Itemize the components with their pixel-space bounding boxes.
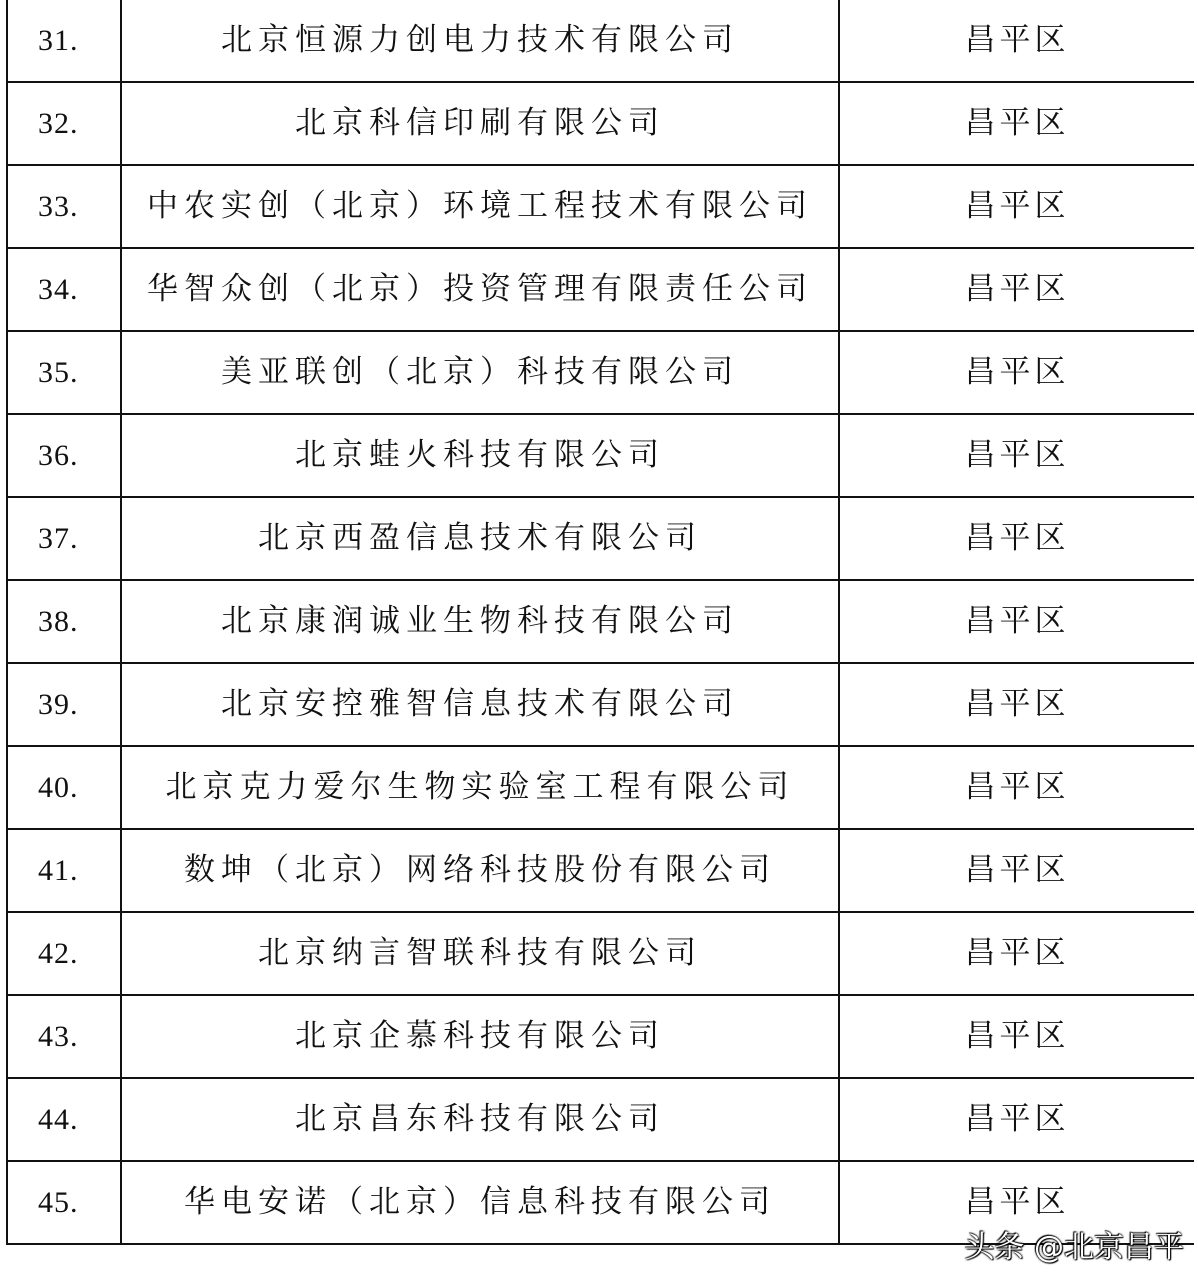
company-name: 美亚联创（北京）科技有限公司 [121, 331, 839, 414]
district: 昌平区 [839, 414, 1194, 497]
company-name: 北京西盈信息技术有限公司 [121, 497, 839, 580]
row-number: 45. [7, 1161, 121, 1244]
company-name: 北京蛙火科技有限公司 [121, 414, 839, 497]
company-list-table [6, 0, 1194, 1245]
row-number: 38. [7, 580, 121, 663]
table-row [7, 497, 1194, 580]
table-row [7, 912, 1194, 995]
company-name: 北京企慕科技有限公司 [121, 995, 839, 1078]
district: 昌平区 [839, 248, 1194, 331]
district: 昌平区 [839, 829, 1194, 912]
table-row [7, 248, 1194, 331]
row-number: 44. [7, 1078, 121, 1161]
row-number: 37. [7, 497, 121, 580]
company-name: 北京安控雅智信息技术有限公司 [121, 663, 839, 746]
row-number: 41. [7, 829, 121, 912]
table-row [7, 165, 1194, 248]
row-number: 33. [7, 165, 121, 248]
company-name: 北京康润诚业生物科技有限公司 [121, 580, 839, 663]
district: 昌平区 [839, 746, 1194, 829]
company-name: 北京恒源力创电力技术有限公司 [121, 0, 839, 82]
district: 昌平区 [839, 165, 1194, 248]
district: 昌平区 [839, 580, 1194, 663]
watermark: 头条 @北京昌平 [964, 1230, 1184, 1265]
table-body [7, 0, 1194, 1244]
company-name: 北京科信印刷有限公司 [121, 82, 839, 165]
row-number: 40. [7, 746, 121, 829]
district: 昌平区 [839, 995, 1194, 1078]
company-name: 数坤（北京）网络科技股份有限公司 [121, 829, 839, 912]
company-name: 北京克力爱尔生物实验室工程有限公司 [121, 746, 839, 829]
row-number: 42. [7, 912, 121, 995]
district: 昌平区 [839, 1161, 1194, 1244]
row-number: 39. [7, 663, 121, 746]
company-name: 中农实创（北京）环境工程技术有限公司 [121, 165, 839, 248]
district: 昌平区 [839, 0, 1194, 82]
row-number: 35. [7, 331, 121, 414]
district: 昌平区 [839, 497, 1194, 580]
table-row [7, 331, 1194, 414]
table-row [7, 1078, 1194, 1161]
table-row [7, 580, 1194, 663]
row-number: 32. [7, 82, 121, 165]
district: 昌平区 [839, 82, 1194, 165]
district: 昌平区 [839, 1078, 1194, 1161]
table-row [7, 829, 1194, 912]
row-number: 43. [7, 995, 121, 1078]
company-name: 华电安诺（北京）信息科技有限公司 [121, 1161, 839, 1244]
company-name: 华智众创（北京）投资管理有限责任公司 [121, 248, 839, 331]
company-list-table-container [6, 0, 1194, 1286]
company-name: 北京昌东科技有限公司 [121, 1078, 839, 1161]
table-row [7, 746, 1194, 829]
row-number: 34. [7, 248, 121, 331]
district: 昌平区 [839, 663, 1194, 746]
table-row [7, 0, 1194, 82]
row-number: 36. [7, 414, 121, 497]
table-row [7, 663, 1194, 746]
table-row [7, 995, 1194, 1078]
table-row [7, 82, 1194, 165]
company-name: 北京纳言智联科技有限公司 [121, 912, 839, 995]
district: 昌平区 [839, 331, 1194, 414]
row-number: 31. [7, 0, 121, 82]
table-row [7, 414, 1194, 497]
district: 昌平区 [839, 912, 1194, 995]
